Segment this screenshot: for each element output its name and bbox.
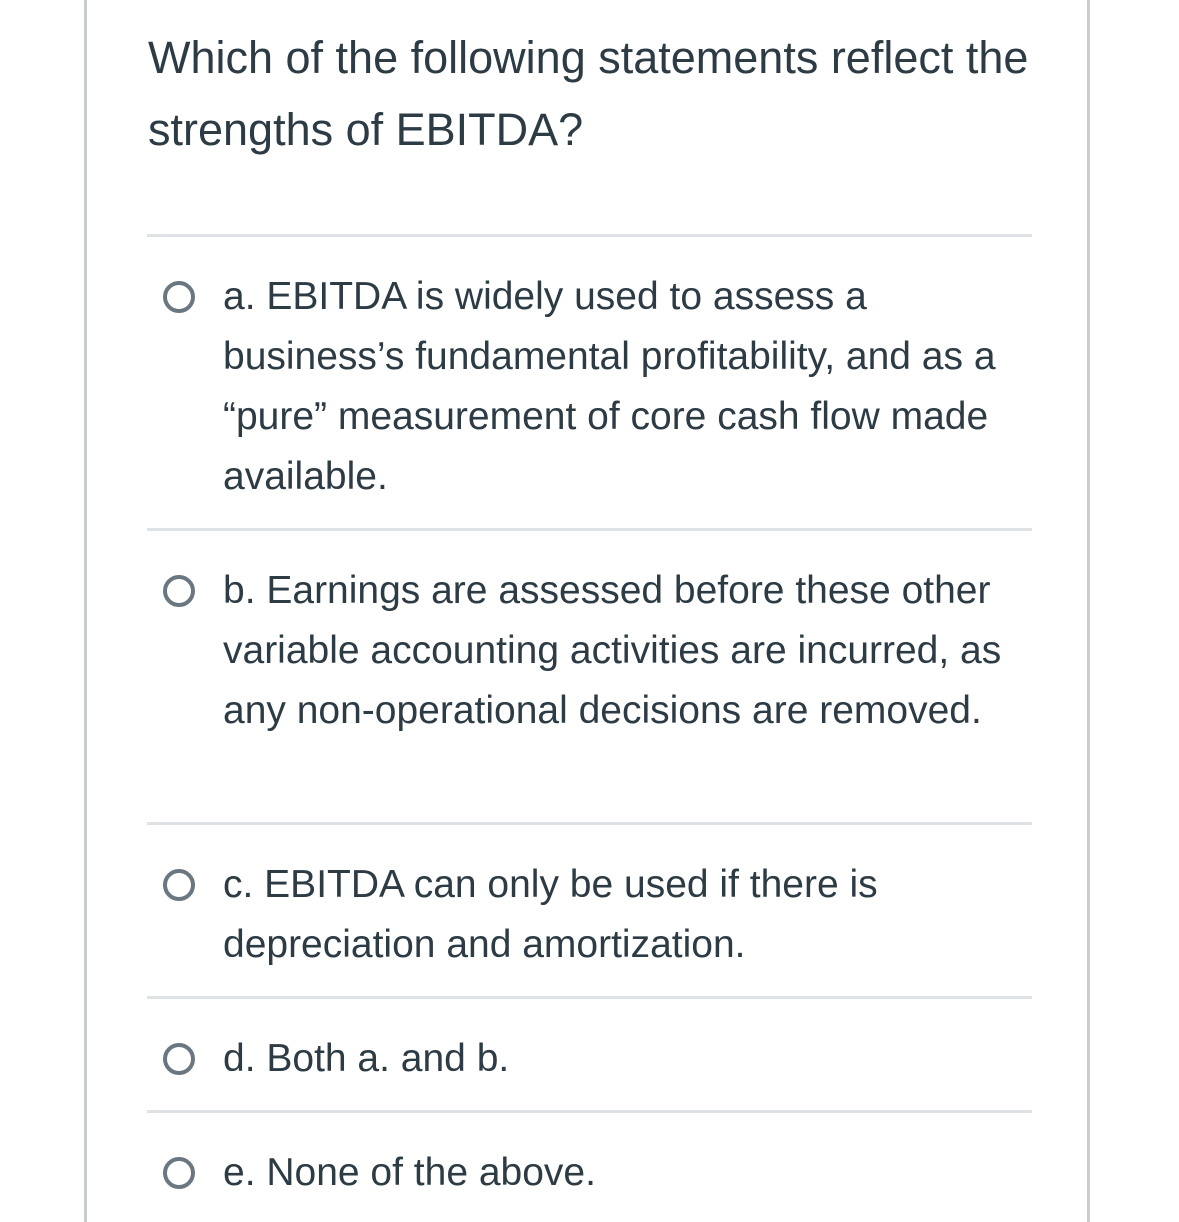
radio-button-icon[interactable] (163, 869, 195, 901)
radio-button-icon[interactable] (163, 1043, 195, 1075)
answer-option-a[interactable] (147, 234, 1032, 528)
question-text: Which of the following statements reflect the strengths of EBITDA? (148, 32, 1029, 155)
answer-list (147, 234, 1032, 1222)
answer-label: a. EBITDA is widely used to assess a business’s fundamental profitability, and as a “pure” measurement of core cash flow made available. (223, 275, 996, 498)
answer-option-b[interactable] (147, 528, 1032, 822)
answer-label: c. EBITDA can only be used if there is depreciation and amortization. (223, 863, 878, 966)
answer-label: b. Earnings are assessed before these other variable accounting activities are incurred, as any non-operational decisions are removed. (223, 569, 1002, 732)
answer-option-d[interactable] (147, 996, 1032, 1110)
radio-button-icon[interactable] (163, 575, 195, 607)
answer-label: e. None of the above. (223, 1151, 596, 1194)
answer-label: d. Both a. and b. (223, 1037, 510, 1080)
radio-button-icon[interactable] (163, 281, 195, 313)
radio-button-icon[interactable] (163, 1157, 195, 1189)
answer-option-c[interactable] (147, 822, 1032, 996)
answer-option-e[interactable] (147, 1110, 1032, 1222)
